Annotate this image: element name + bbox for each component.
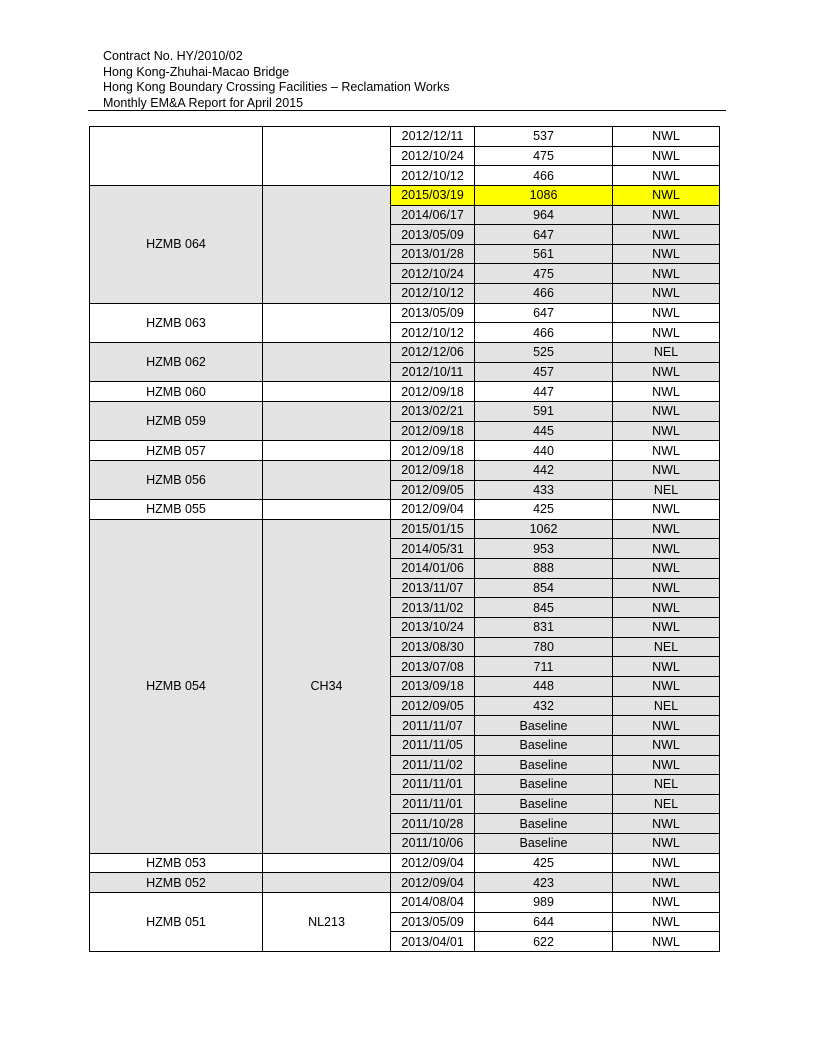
survey-date-cell: 2014/06/17 [391, 205, 475, 225]
survey-date-cell: 2014/08/04 [391, 892, 475, 912]
reference-cell: NWL [613, 323, 720, 343]
reading-value-cell: 1086 [475, 185, 613, 205]
reference-cell: NWL [613, 912, 720, 932]
survey-date-cell: 2011/10/28 [391, 814, 475, 834]
table-row [90, 500, 720, 520]
reference-cell: NEL [613, 775, 720, 795]
reading-value-cell: 854 [475, 578, 613, 598]
survey-date-cell: 2013/05/09 [391, 303, 475, 323]
reference-cell: NWL [613, 441, 720, 461]
survey-date-cell: 2011/11/02 [391, 755, 475, 775]
reference-cell: NWL [613, 519, 720, 539]
reference-cell: NWL [613, 539, 720, 559]
table-row [90, 892, 720, 912]
reading-value-cell: 964 [475, 205, 613, 225]
reading-value-cell: 647 [475, 225, 613, 245]
reading-value-cell: 989 [475, 892, 613, 912]
reading-value-cell: 423 [475, 873, 613, 893]
survey-date-cell: 2013/05/09 [391, 912, 475, 932]
reading-value-cell: 440 [475, 441, 613, 461]
survey-date-cell: 2012/10/12 [391, 284, 475, 304]
reading-value-cell: Baseline [475, 794, 613, 814]
reading-value-cell: 1062 [475, 519, 613, 539]
reference-cell: NWL [613, 598, 720, 618]
reading-value-cell: 445 [475, 421, 613, 441]
header-facility-name: Hong Kong Boundary Crossing Facilities – Reclamation Works [103, 80, 450, 94]
sensor-id-cell: HZMB 056 [90, 460, 263, 499]
reference-cell: NEL [613, 637, 720, 657]
sensor-id-cell: HZMB 063 [90, 303, 263, 342]
reading-value-cell: Baseline [475, 716, 613, 736]
survey-date-cell: 2012/10/12 [391, 323, 475, 343]
survey-date-cell: 2012/09/18 [391, 382, 475, 402]
survey-date-cell: 2013/11/02 [391, 598, 475, 618]
reference-cell: NWL [613, 185, 720, 205]
table-row [90, 401, 720, 421]
reference-cell: NWL [613, 853, 720, 873]
table-row [90, 441, 720, 461]
reference-cell: NWL [613, 559, 720, 579]
page-header [103, 49, 449, 111]
chainage-cell [263, 853, 391, 873]
reading-value-cell: 442 [475, 460, 613, 480]
reading-value-cell: 447 [475, 382, 613, 402]
reading-value-cell: 466 [475, 284, 613, 304]
reading-value-cell: 647 [475, 303, 613, 323]
survey-records-table [89, 126, 720, 952]
reference-cell: NWL [613, 146, 720, 166]
reading-value-cell: 644 [475, 912, 613, 932]
survey-date-cell: 2012/10/12 [391, 166, 475, 186]
reference-cell: NWL [613, 500, 720, 520]
table-row [90, 185, 720, 205]
reference-cell: NWL [613, 834, 720, 854]
survey-date-cell: 2015/03/19 [391, 185, 475, 205]
survey-date-cell: 2014/01/06 [391, 559, 475, 579]
chainage-cell [263, 185, 391, 303]
survey-date-cell: 2012/09/18 [391, 421, 475, 441]
sensor-id-cell: HZMB 062 [90, 343, 263, 382]
reading-value-cell: 466 [475, 166, 613, 186]
reading-value-cell: Baseline [475, 814, 613, 834]
survey-date-cell: 2012/09/05 [391, 480, 475, 500]
survey-date-cell: 2012/09/04 [391, 500, 475, 520]
header-contract-number: Contract No. HY/2010/02 [103, 49, 243, 63]
sensor-id-cell [90, 127, 263, 186]
sensor-id-cell: HZMB 057 [90, 441, 263, 461]
chainage-cell: CH34 [263, 519, 391, 853]
reading-value-cell: Baseline [475, 834, 613, 854]
reading-value-cell: 888 [475, 559, 613, 579]
survey-date-cell: 2013/05/09 [391, 225, 475, 245]
reference-cell: NWL [613, 814, 720, 834]
sensor-id-cell: HZMB 060 [90, 382, 263, 402]
reference-cell: NWL [613, 618, 720, 638]
reference-cell: NEL [613, 696, 720, 716]
reading-value-cell: 561 [475, 244, 613, 264]
reference-cell: NWL [613, 225, 720, 245]
table-row [90, 382, 720, 402]
survey-date-cell: 2012/12/06 [391, 343, 475, 363]
survey-date-cell: 2013/10/24 [391, 618, 475, 638]
survey-date-cell: 2013/01/28 [391, 244, 475, 264]
reference-cell: NWL [613, 284, 720, 304]
reference-cell: NEL [613, 794, 720, 814]
reading-value-cell: 433 [475, 480, 613, 500]
reading-value-cell: 425 [475, 500, 613, 520]
reading-value-cell: Baseline [475, 755, 613, 775]
reference-cell: NWL [613, 264, 720, 284]
reference-cell: NWL [613, 401, 720, 421]
survey-date-cell: 2012/09/04 [391, 853, 475, 873]
survey-date-cell: 2015/01/15 [391, 519, 475, 539]
reading-value-cell: 525 [475, 343, 613, 363]
reference-cell: NEL [613, 480, 720, 500]
reference-cell: NWL [613, 716, 720, 736]
table-row [90, 343, 720, 363]
reference-cell: NWL [613, 460, 720, 480]
reading-value-cell: 953 [475, 539, 613, 559]
survey-date-cell: 2014/05/31 [391, 539, 475, 559]
survey-date-cell: 2011/11/01 [391, 775, 475, 795]
header-divider [88, 110, 726, 111]
sensor-id-cell: HZMB 052 [90, 873, 263, 893]
reading-value-cell: 711 [475, 657, 613, 677]
reference-cell: NWL [613, 421, 720, 441]
reference-cell: NWL [613, 166, 720, 186]
survey-date-cell: 2013/08/30 [391, 637, 475, 657]
sensor-id-cell: HZMB 054 [90, 519, 263, 853]
chainage-cell [263, 500, 391, 520]
table-row [90, 303, 720, 323]
sensor-id-cell: HZMB 053 [90, 853, 263, 873]
reading-value-cell: 432 [475, 696, 613, 716]
reference-cell: NWL [613, 578, 720, 598]
sensor-id-cell: HZMB 059 [90, 401, 263, 440]
reference-cell: NWL [613, 873, 720, 893]
survey-records-body [90, 127, 720, 952]
table-row [90, 460, 720, 480]
reading-value-cell: 475 [475, 264, 613, 284]
sensor-id-cell: HZMB 051 [90, 892, 263, 951]
reading-value-cell: 448 [475, 676, 613, 696]
survey-date-cell: 2013/04/01 [391, 932, 475, 952]
reference-cell: NWL [613, 892, 720, 912]
survey-date-cell: 2012/10/11 [391, 362, 475, 382]
reading-value-cell: 457 [475, 362, 613, 382]
reference-cell: NWL [613, 244, 720, 264]
reading-value-cell: 591 [475, 401, 613, 421]
survey-date-cell: 2012/09/05 [391, 696, 475, 716]
sensor-id-cell: HZMB 064 [90, 185, 263, 303]
reference-cell: NWL [613, 657, 720, 677]
reference-cell: NWL [613, 382, 720, 402]
reference-cell: NWL [613, 303, 720, 323]
chainage-cell [263, 460, 391, 499]
survey-date-cell: 2012/09/04 [391, 873, 475, 893]
chainage-cell: NL213 [263, 892, 391, 951]
reading-value-cell: Baseline [475, 735, 613, 755]
reading-value-cell: 537 [475, 127, 613, 147]
header-project-name: Hong Kong-Zhuhai-Macao Bridge [103, 64, 290, 79]
reference-cell: NWL [613, 205, 720, 225]
reading-value-cell: 425 [475, 853, 613, 873]
reading-value-cell: 475 [475, 146, 613, 166]
survey-date-cell: 2012/10/24 [391, 146, 475, 166]
reading-value-cell: 831 [475, 618, 613, 638]
survey-date-cell: 2012/12/11 [391, 127, 475, 147]
reference-cell: NEL [613, 343, 720, 363]
reference-cell: NWL [613, 362, 720, 382]
reference-cell: NWL [613, 932, 720, 952]
table-row [90, 519, 720, 539]
header-report-title: Monthly EM&A Report for April 2015 [103, 95, 304, 110]
chainage-cell [263, 441, 391, 461]
reading-value-cell: 780 [475, 637, 613, 657]
reading-value-cell: 845 [475, 598, 613, 618]
sensor-id-cell: HZMB 055 [90, 500, 263, 520]
survey-date-cell: 2013/02/21 [391, 401, 475, 421]
reading-value-cell: Baseline [475, 775, 613, 795]
reading-value-cell: 466 [475, 323, 613, 343]
table-row [90, 873, 720, 893]
chainage-cell [263, 873, 391, 893]
chainage-cell [263, 127, 391, 186]
survey-date-cell: 2012/09/18 [391, 460, 475, 480]
survey-date-cell: 2013/07/08 [391, 657, 475, 677]
table-row [90, 853, 720, 873]
survey-date-cell: 2012/10/24 [391, 264, 475, 284]
survey-date-cell: 2012/09/18 [391, 441, 475, 461]
reference-cell: NWL [613, 755, 720, 775]
table-row [90, 127, 720, 147]
reference-cell: NWL [613, 127, 720, 147]
survey-date-cell: 2011/10/06 [391, 834, 475, 854]
chainage-cell [263, 343, 391, 382]
survey-date-cell: 2013/11/07 [391, 578, 475, 598]
survey-date-cell: 2011/11/01 [391, 794, 475, 814]
survey-date-cell: 2013/09/18 [391, 676, 475, 696]
chainage-cell [263, 382, 391, 402]
chainage-cell [263, 303, 391, 342]
chainage-cell [263, 401, 391, 440]
reference-cell: NWL [613, 676, 720, 696]
reference-cell: NWL [613, 735, 720, 755]
survey-date-cell: 2011/11/07 [391, 716, 475, 736]
reading-value-cell: 622 [475, 932, 613, 952]
survey-date-cell: 2011/11/05 [391, 735, 475, 755]
